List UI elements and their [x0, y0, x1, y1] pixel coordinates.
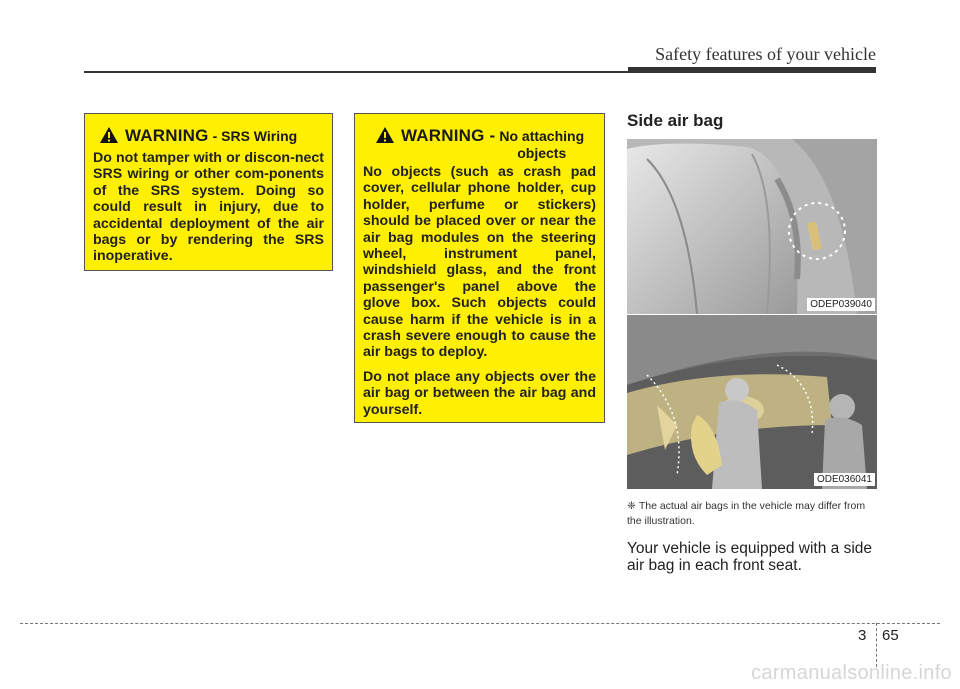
figure-cabin-airbags	[627, 315, 877, 489]
warning-box-srs-wiring	[84, 113, 333, 271]
caption-mark: ❈	[627, 500, 636, 512]
warning-triangle-icon	[99, 126, 119, 144]
page-divider	[876, 623, 877, 667]
warning-word: WARNING -	[401, 126, 496, 145]
cabin-curtain-airbag-illustration-icon	[627, 315, 877, 489]
warning-subtitle	[499, 126, 584, 162]
warning-header	[99, 126, 324, 146]
page-number: 65	[882, 627, 899, 644]
footer-rule	[20, 623, 940, 624]
warning-box-no-attaching-objects	[354, 113, 605, 423]
warning-word: WARNING	[125, 126, 209, 145]
body-text: Your vehicle is equipped with a side air bag in each front seat.	[627, 540, 873, 574]
warning-text	[363, 164, 596, 418]
warning-header	[375, 126, 596, 162]
figure-code: ODEP039040	[807, 298, 875, 311]
header-title: Safety features of your vehicle	[655, 44, 876, 64]
warning-triangle-icon	[375, 126, 395, 144]
warning-paragraph: Do not tamper with or discon-nect SRS wiring or other com-ponents of the SRS system. Doing so could result in injury, due to accidental deployment of the air bags or by rendering the SRS inoperative.	[93, 150, 324, 265]
warning-paragraph: No objects (such as crash pad cover, cellular phone holder, cup holder, perfume or stickers) should be placed over or near the air bag modules on the steering wheel, instrument panel, windshield glass, and the front passenger's panel above the glove box. Such objects could cause harm if the vehicle is in a crash severe enough to cause the air bags to deploy.	[363, 164, 596, 361]
warning-subtitle-line: No attaching	[499, 128, 585, 144]
caption-text: The actual air bags in the vehicle may differ from the illustration.	[627, 500, 866, 527]
warning-paragraph: Do not place any objects over the air bag or between the air bag and yourself.	[363, 368, 596, 418]
warning-text	[93, 150, 324, 265]
figure-code: ODE036041	[814, 473, 875, 486]
chapter-number: 3	[858, 627, 867, 644]
watermark: carmanualsonline.info	[751, 662, 952, 684]
seat-airbag-illustration-icon	[627, 139, 877, 314]
warning-subtitle: - SRS Wiring	[212, 128, 298, 144]
figure-seat-airbag	[627, 139, 877, 314]
figure-caption	[627, 499, 879, 529]
warning-subtitle-line: objects	[517, 145, 567, 161]
header-rule-accent	[628, 67, 876, 73]
section-heading: Side air bag	[627, 111, 724, 130]
